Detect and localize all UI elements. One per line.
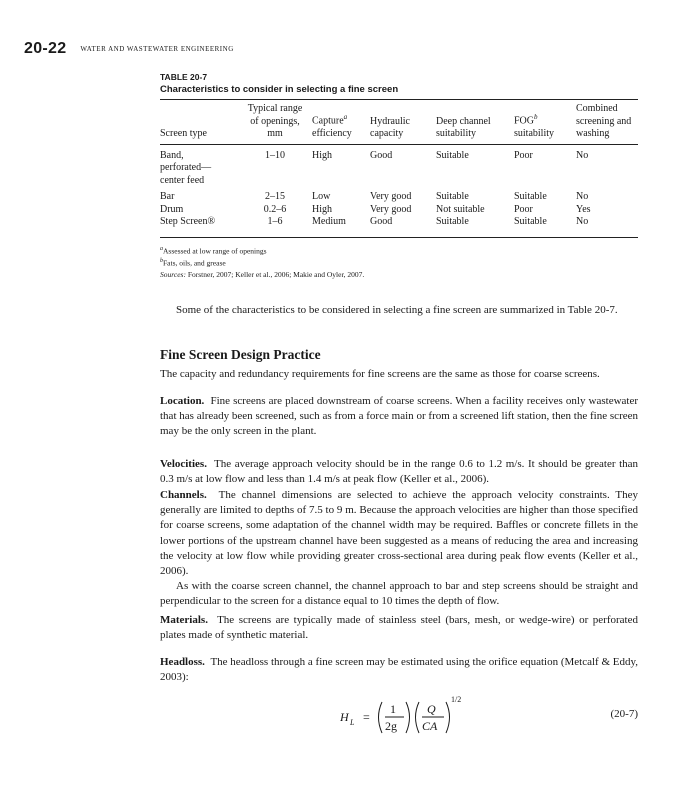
cell-deep-channel: Suitable: [436, 191, 469, 202]
paragraph-channels: Channels. The channel dimensions are selected to achieve the approach velocity constraints. They generally are limited to depths of 7.5 to 9 m. Because the approach velocities are higher than those specified for coarse screens, some adaptation of the channel width may be required. Baffles or concrete fillets in the lower portions of the upstream channel have been suggested as a means of reducing the area and increasing the velocity at low flow while providing greater cross-sectional area during peak flow events (Keller et al., 2006). As with the coarse screen channel, the channel approach to bar and step screens should be straight and perpendicular to the screen for a distance equal to 10 times the depth of flow.: [160, 488, 638, 610]
eq-denominator-1: 2g: [385, 719, 397, 733]
section-title: Fine Screen Design Practice: [160, 347, 321, 362]
running-header: [24, 40, 234, 58]
col-header-range: Typical range of openings, mm: [247, 103, 303, 139]
eq-equals: =: [363, 710, 370, 724]
paragraph-velocities: Velocities. The average approach velocity should be in the range 0.6 to 1.2 m/s. It should be greater than 0.3 m/s at low flow and less than 1.4 m/s at peak flow (Keller et al., 2006).: [160, 458, 639, 486]
cell-fog: Suitable: [514, 216, 547, 227]
cell-fog: Poor: [514, 149, 533, 161]
cell-hydraulic: Very good: [370, 191, 412, 202]
paragraph-location: Location. Fine screens are placed downstream of coarse screens. When a facility receives only wastewater that has already been screened, such as from a force main or from a screened lift station, then the fine screen may be the only screen in the plant.: [160, 395, 639, 438]
cell-capture: High: [312, 149, 332, 161]
orifice-equation: [340, 688, 490, 748]
cell-capture: Low: [312, 191, 331, 202]
table-row: [160, 145, 638, 188]
table-notes: [160, 244, 638, 280]
table-caption: Characteristics to consider in selecting a fine screen: [160, 84, 399, 95]
cell-combined: Yes: [576, 203, 591, 215]
table-header-row: [160, 100, 638, 144]
table-sources: Sources: Forstner, 2007; Keller et al., 2006; Makie and Oyler, 2007.: [160, 269, 365, 279]
paragraph-channels-continued: As with the coarse screen channel, the channel approach to bar and step screens should be straight and perpendicular to the screen for a distance equal to 10 times the depth of flow.: [160, 580, 638, 608]
run-in-head: Location.: [160, 395, 205, 407]
eq-lhs-subscript: L: [350, 718, 355, 727]
run-in-head: Materials.: [160, 614, 208, 626]
table-bottom-rule: [160, 237, 638, 238]
eq-numerator-1: 1: [390, 702, 396, 716]
cell-screen-type: Drum: [160, 203, 184, 215]
cell-hydraulic: Good: [370, 149, 393, 161]
eq-denominator-2: CA: [422, 719, 438, 733]
run-in-head: Channels.: [160, 489, 207, 501]
cell-combined: No: [576, 149, 589, 161]
fine-screen-table: [160, 100, 638, 237]
cell-range: 2–15: [265, 191, 285, 202]
cell-screen-type: Band, perforated— center feed: [160, 149, 212, 186]
cell-deep-channel: Not suitable: [436, 203, 485, 215]
cell-combined: No: [576, 191, 589, 202]
cell-screen-type: Step Screen®: [160, 216, 216, 227]
cell-capture: Medium: [312, 216, 346, 227]
eq-paren-left-1: [379, 702, 383, 733]
eq-exponent: 1/2: [451, 695, 462, 704]
page-number: 20-22: [24, 40, 67, 57]
footnote-a: $^a$Assessed at low range of openings: [160, 245, 267, 255]
col-header-capture: Capture$^a$ efficiency: [312, 113, 352, 139]
cell-screen-type: Bar: [160, 191, 175, 202]
table-block: [160, 72, 638, 280]
cell-hydraulic: Very good: [370, 203, 412, 215]
paragraph-headloss: Headloss. The headloss through a fine screen may be estimated using the orifice equation (Metcalf & Eddy, 2003):: [160, 656, 639, 684]
cell-deep-channel: Suitable: [436, 216, 469, 227]
eq-numerator-2: Q: [427, 702, 436, 716]
paragraph-materials: Materials. The screens are typically made of stainless steel (bars, mesh, or wedge-wire) or perforated plates made of synthetic material.: [160, 614, 638, 642]
eq-paren-left-2: [416, 702, 420, 733]
equation-number: (20-7): [610, 708, 638, 720]
cell-fog: Poor: [514, 203, 533, 215]
eq-lhs: H: [340, 710, 349, 724]
cell-deep-channel: Suitable: [436, 149, 469, 161]
cell-capture: High: [312, 203, 332, 215]
cell-hydraulic: Good: [370, 216, 393, 227]
paragraph-capacity: The capacity and redundancy requirements for fine screens are the same as those for coarse screens.: [160, 368, 600, 380]
table-row: [160, 187, 638, 204]
run-in-head: Headloss.: [160, 656, 205, 668]
footnote-b: $^b$Fats, oils, and grease: [160, 258, 226, 268]
col-header-hydraulic: Hydraulic capacity: [370, 115, 410, 139]
col-header-fog: FOG$^b$ suitability: [514, 113, 554, 139]
cell-combined: No: [576, 216, 589, 227]
table-row: [160, 204, 638, 217]
col-header-deep-channel: Deep channel suitability: [436, 115, 491, 139]
cell-fog: Suitable: [514, 191, 547, 202]
table-row: [160, 216, 638, 237]
col-header-combined: Combined screening and washing: [576, 103, 632, 139]
run-in-head: Velocities.: [160, 458, 207, 470]
equation-20-7: [160, 688, 638, 748]
eq-paren-right-1: [406, 702, 410, 733]
cell-range: 0.2–6: [263, 203, 287, 215]
running-title: WATER AND WASTEWATER ENGINEERING: [80, 45, 234, 53]
cell-range: 1–6: [267, 216, 283, 227]
eq-paren-right-2: [446, 702, 450, 733]
intro-paragraph: Some of the characteristics to be considered in selecting a fine screen are summarized in Table 20-7.: [176, 304, 618, 316]
cell-range: 1–10: [265, 149, 285, 161]
col-header-screen-type: Screen type: [160, 128, 207, 139]
table-label: TABLE 20-7: [160, 72, 208, 82]
